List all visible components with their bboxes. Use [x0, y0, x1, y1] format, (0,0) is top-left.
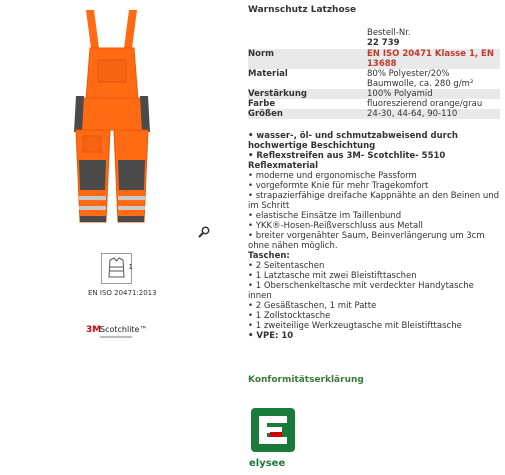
certification-pictogram — [101, 253, 132, 284]
spec-value: 80% Polyester/20% Baumwolle, ca. 280 g/m² — [367, 69, 474, 89]
spec-row-material — [248, 69, 500, 89]
spec-table — [248, 28, 500, 119]
spec-key: Verstärkung — [248, 89, 307, 99]
pocket-item: • 1 Oberschenkeltasche mit verdeckter Handytasche innen — [248, 281, 474, 301]
elysee-wordmark: elysee — [249, 458, 286, 469]
order-value-row — [248, 38, 500, 48]
elysee-logo — [249, 406, 301, 468]
zoom-icon[interactable] — [198, 226, 210, 238]
spec-row-color — [248, 99, 500, 109]
list-item: • moderne und ergonomische Passform — [248, 171, 417, 181]
product-title: Warnschutz Latzhose — [248, 5, 357, 15]
scotchlite-logo — [86, 323, 156, 345]
reflective-stripe — [79, 206, 106, 210]
spec-value: EN ISO 20471 Klasse 1, EN 13688 — [367, 49, 494, 69]
pocket-item: • 2 Gesäßtaschen, 1 mit Patte — [248, 301, 377, 311]
spec-row-norm — [248, 49, 500, 69]
order-label-row — [248, 28, 500, 38]
hi-vis-jacket-icon — [102, 254, 131, 283]
reflective-stripe — [79, 196, 106, 200]
pocket-item: • 2 Seitentaschen — [248, 261, 325, 271]
feature-lead: • wasser-, öl- und schmutzabweisend durch hochwertige Beschichtung — [248, 131, 458, 151]
order-number: 22 739 — [367, 38, 400, 48]
bib-pocket — [98, 60, 126, 82]
spec-value: 24-30, 44-64, 90-110 — [367, 109, 458, 119]
spec-key: Material — [248, 69, 288, 79]
brand-scotchlite: Scotchlite™ — [100, 325, 148, 334]
list-item: • elastische Einsätze im Taillenbund — [248, 211, 402, 221]
elysee-emblem-icon — [249, 406, 301, 454]
spec-key: Norm — [248, 49, 275, 59]
order-label: Bestell-Nr. — [367, 28, 411, 38]
pocket-item: • 1 Zollstocktasche — [248, 311, 331, 321]
spec-row-sizes — [248, 109, 500, 119]
feature-list — [248, 131, 500, 341]
list-item: • breiter vorgenähter Saum, Beinverlängerung um 3cm ohne nähen möglich. — [248, 231, 485, 251]
reflective-stripe — [118, 206, 145, 210]
product-image[interactable] — [0, 0, 235, 240]
reflective-stripe — [118, 196, 145, 200]
feature-lead: • Reflexstreifen aus 3M- Scotchlite- 5510 Reflexmaterial — [248, 151, 446, 171]
pocket-item: • 1 zweiteilige Werkzeugtasche mit Bleistifttasche — [248, 321, 462, 331]
certification-label: EN ISO 20471:2013 — [88, 289, 157, 297]
conformity-link[interactable]: Konformitätserklärung — [248, 375, 364, 385]
list-item: • vorgeformte Knie für mehr Tragekomfort — [248, 181, 429, 191]
spec-row-reinforcement — [248, 89, 500, 99]
product-image-panel — [0, 0, 235, 475]
list-item: • strapazierfähige dreifache Kappnähte an den Beinen und im Schritt — [248, 191, 500, 211]
pockets-heading: Taschen: — [248, 251, 290, 261]
certification-class: 1 — [128, 263, 133, 271]
spec-key: Farbe — [248, 99, 276, 109]
spec-key: Größen — [248, 109, 283, 119]
spec-value: fluoreszierend orange/grau — [367, 99, 483, 109]
spec-value: 100% Polyamid — [367, 89, 433, 99]
pocket-item: • 1 Latztasche mit zwei Bleistifttaschen — [248, 271, 417, 281]
brand-3m: 3M — [86, 325, 102, 335]
vpe: • VPE: 10 — [248, 331, 294, 341]
list-item: • YKK®-Hosen-Reißverschluss aus Metall — [248, 221, 423, 231]
trouser-body — [76, 98, 148, 130]
